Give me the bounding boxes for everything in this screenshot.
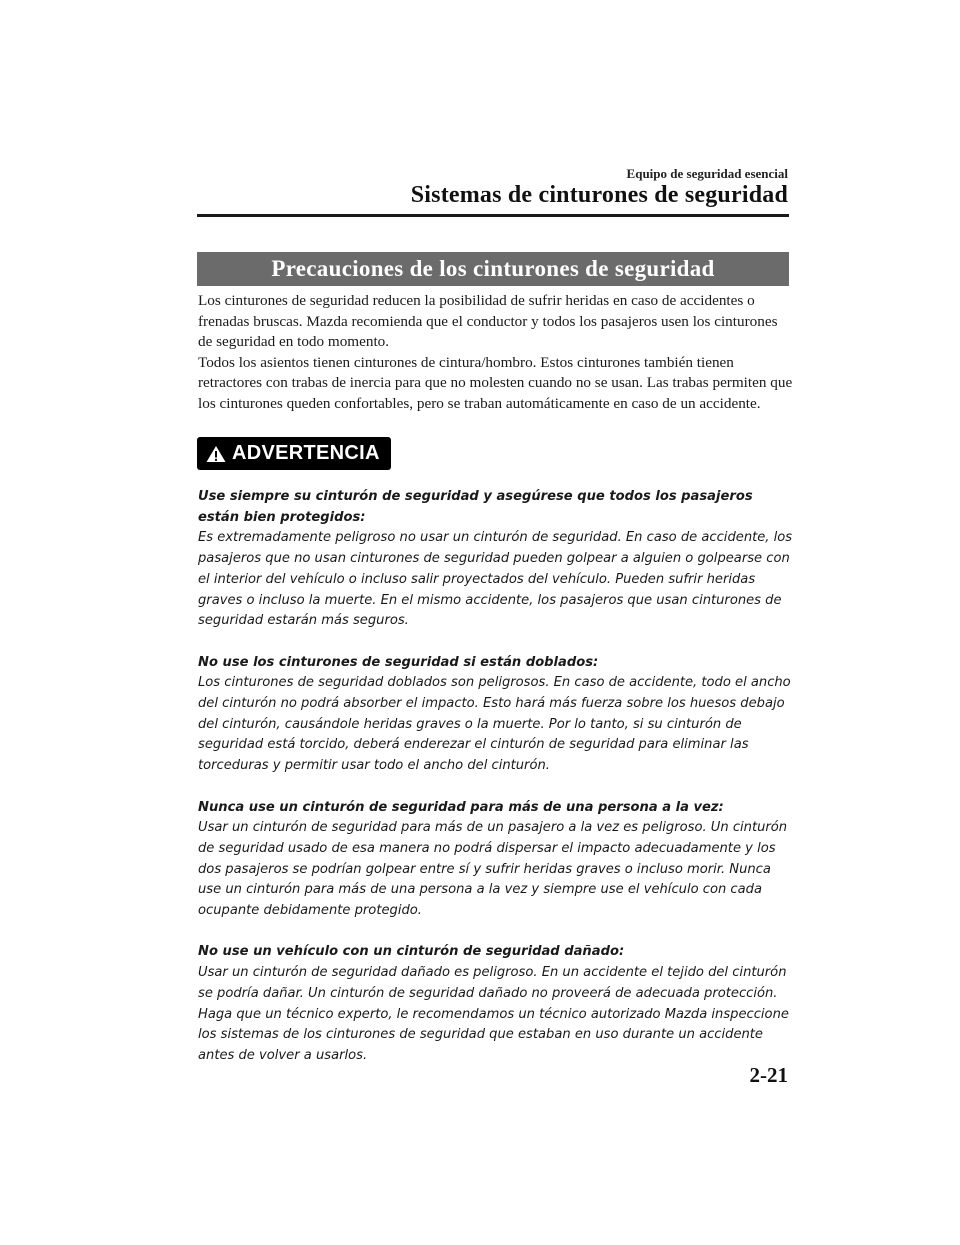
warning-item-title: Nunca use un cinturón de seguridad para más de una persona a la vez: <box>198 799 724 815</box>
warning-item <box>198 942 798 1066</box>
section-heading: Equipo de seguridad esencial <box>626 166 788 181</box>
warning-item-body: Es extremadamente peligroso no usar un cinturón de seguridad. En caso de accidente, los pasajeros que no usan cinturones de seguridad pueden golpear a alguien o golpearse con el interior del vehículo o incluso salir proyectados del vehículo. Pueden sufrir heridas graves o incluso la muerte. En el mismo accidente, los pasajeros que usan cinturones de seguridad estarán más seguros. <box>198 530 793 629</box>
warning-item <box>198 653 798 777</box>
chapter-title: Sistemas de cinturones de seguridad <box>410 182 788 208</box>
intro-paragraph: Los cinturones de seguridad reducen la posibilidad de sufrir heridas en caso de accidentes o frenadas bruscas. Mazda recomienda que el conductor y todos los pasajeros usen los cinturones de seguridad en todo momento. <box>198 292 778 351</box>
warning-item-title: No use un vehículo con un cinturón de seguridad dañado: <box>198 944 625 960</box>
warning-badge <box>197 437 391 470</box>
page-number: 2-21 <box>749 1063 788 1087</box>
warning-item-title: No use los cinturones de seguridad si están doblados: <box>198 654 599 670</box>
warning-list <box>198 487 798 1087</box>
warning-label: ADVERTENCIA <box>232 442 380 464</box>
header-divider <box>197 214 789 217</box>
warning-item <box>198 487 798 632</box>
topic-title-bar <box>197 252 789 286</box>
warning-item-title: Use siempre su cinturón de seguridad y asegúrese que todos los pasajeros están bien protegidos: <box>198 489 753 525</box>
intro-paragraph: Todos los asientos tienen cinturones de cintura/hombro. Estos cinturones también tienen retractores con trabas de inercia para que no molesten cuando no se usan. Las trabas permiten que los cinturones queden confortables, pero se traban automáticamente en caso de un accidente. <box>198 353 793 412</box>
warning-item <box>198 798 798 922</box>
intro-text <box>198 291 794 415</box>
warning-item-body: Usar un cinturón de seguridad dañado es peligroso. En un accidente el tejido del cinturón se podría dañar. Un cinturón de seguridad dañado no proveerá de adecuada protección. Haga que un técnico experto, le recomendamos un técnico autorizado Mazda inspeccione los sistemas de los cinturones de seguridad que estaban en uso durante un accidente antes de volver a usarlos. <box>198 965 789 1063</box>
topic-title: Precauciones de los cinturones de seguridad <box>271 256 715 281</box>
warning-item-body: Los cinturones de seguridad doblados son peligrosos. En caso de accidente, todo el ancho del cinturón no podrá absorber el impacto. Esto hará más fuerza sobre los huesos debajo del cinturón, causándole heridas graves o la muerte. Por lo tanto, si su cinturón de seguridad está torcido, deberá enderezar el cinturón de seguridad para eliminar las torceduras y permitir usar todo el ancho del cinturón. <box>198 675 791 774</box>
warning-triangle-icon <box>206 445 226 463</box>
warning-item-body: Usar un cinturón de seguridad para más de un pasajero a la vez es peligroso. Un cinturón de seguridad usado de esa manera no podrá dispersar el impacto adecuadamente y los dos pasajeros se podrían golpear entre sí y sufrir heridas graves o incluso morir. Nunca use un cinturón para más de una persona a la vez y siempre use el vehículo con cada ocupante debidamente protegido. <box>198 820 788 919</box>
